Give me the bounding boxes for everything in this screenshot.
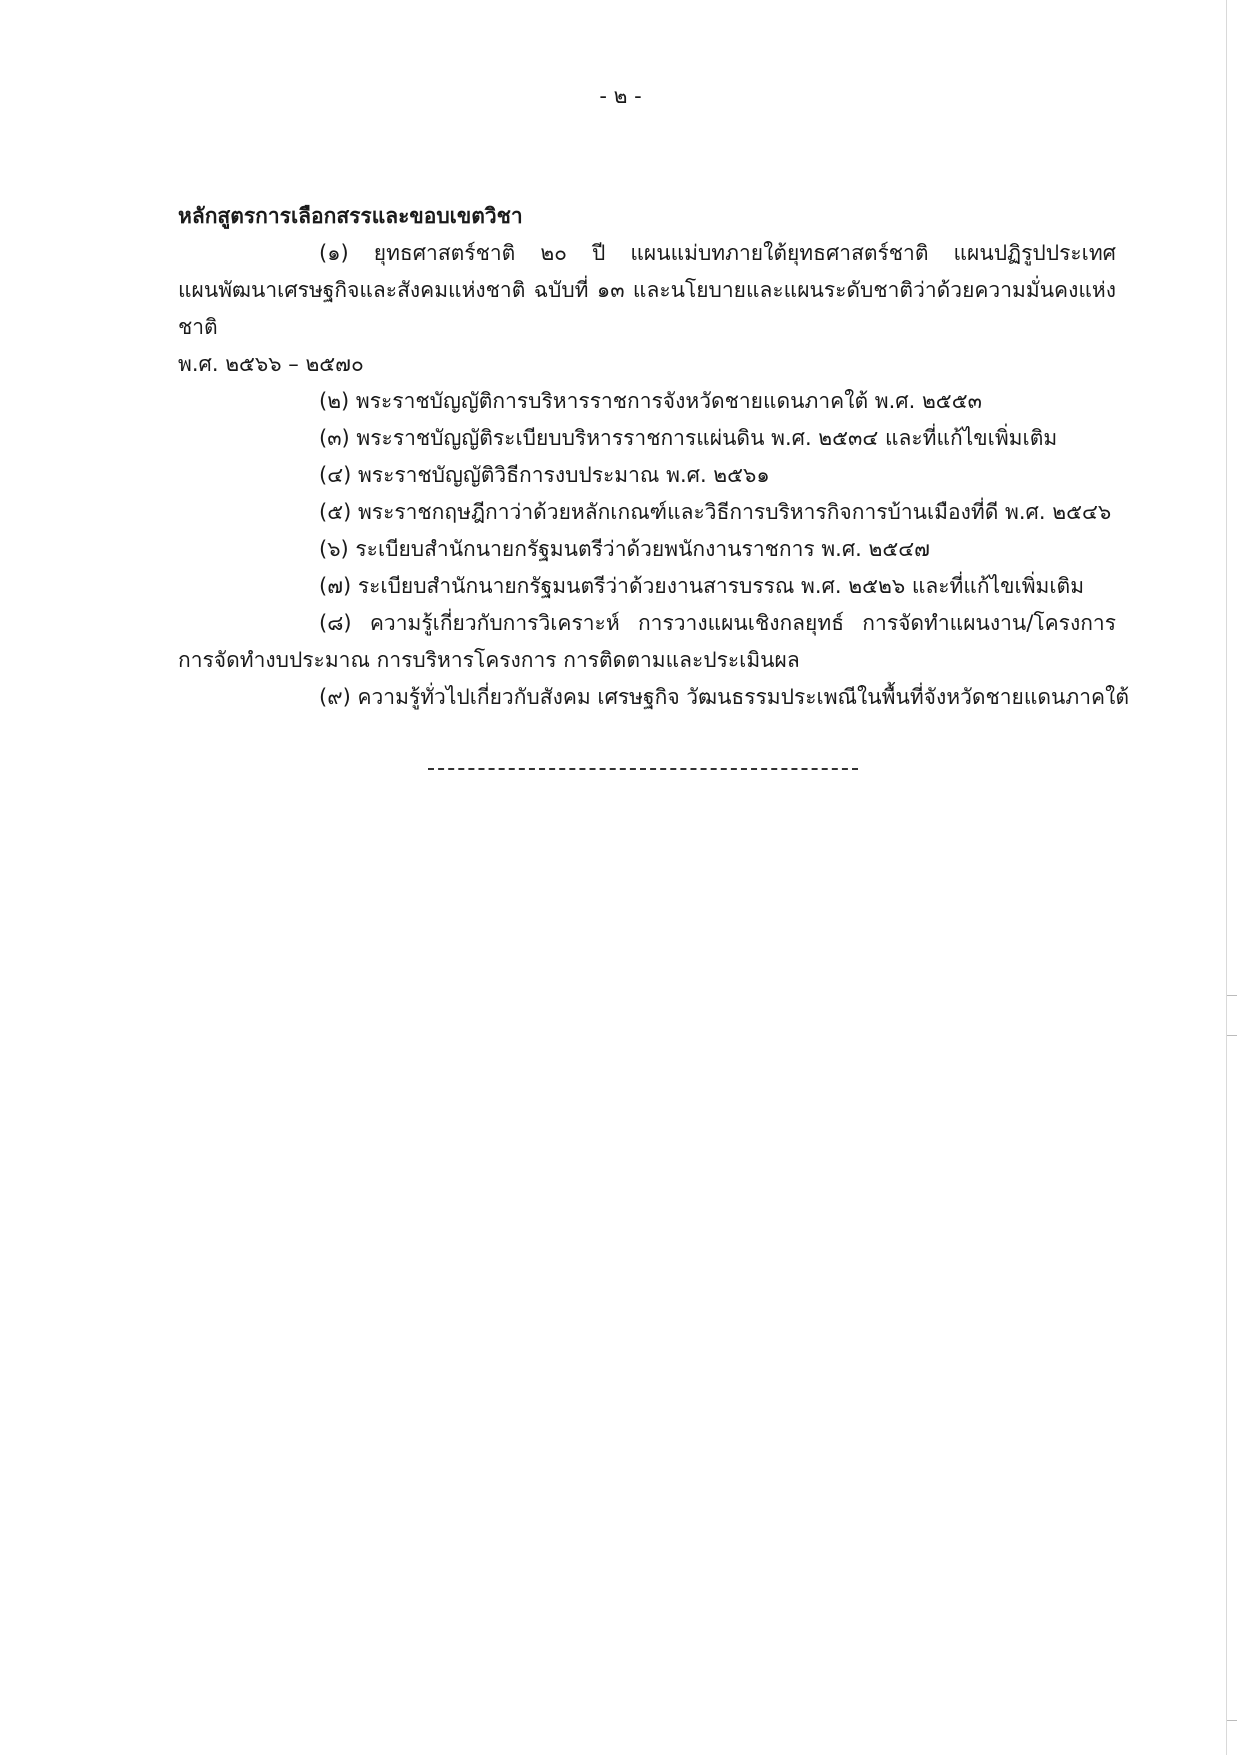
- list-item-line: การจัดทำงบประมาณ การบริหารโครงการ การติดตามและประเมินผล: [178, 648, 800, 672]
- list-item: [178, 605, 1116, 679]
- end-of-section-divider: [428, 768, 858, 770]
- scan-edge-tick: [1227, 995, 1237, 996]
- list-item: (๓) พระราชบัญญัติระเบียบบริหารราชการแผ่นดิน พ.ศ. ๒๕๓๔ และที่แก้ไขเพิ่มเติม: [319, 426, 1058, 450]
- list-item: (๙) ความรู้ทั่วไปเกี่ยวกับสังคม เศรษฐกิจ วัฒนธรรมประเพณีในพื้นที่จังหวัดชายแดนภาคใต้: [319, 685, 1129, 709]
- list-item: (๖) ระเบียบสำนักนายกรัฐมนตรีว่าด้วยพนักงานราชการ พ.ศ. ๒๕๔๗: [319, 537, 930, 561]
- list-item-line: พ.ศ. ๒๕๖๖ – ๒๕๗๐: [178, 352, 364, 376]
- list-item: (๗) ระเบียบสำนักนายกรัฐมนตรีว่าด้วยงานสารบรรณ พ.ศ. ๒๕๒๖ และที่แก้ไขเพิ่มเติม: [319, 574, 1085, 598]
- list-item: (๕) พระราชกฤษฎีกาว่าด้วยหลักเกณฑ์และวิธีการบริหารกิจการบ้านเมืองที่ดี พ.ศ. ๒๕๔๖: [319, 500, 1112, 524]
- list-item-line: (๘) ความรู้เกี่ยวกับการวิเคราะห์ การวางแผนเชิงกลยุทธ์ การจัดทำแผนงาน/โครงการ: [319, 611, 1116, 635]
- document-body: [178, 198, 1129, 716]
- list-item: (๒) พระราชบัญญัติการบริหารราชการจังหวัดชายแดนภาคใต้ พ.ศ. ๒๕๕๓: [319, 389, 982, 413]
- scan-edge-tick: [1227, 1035, 1237, 1036]
- list-item-line: (๑) ยุทธศาสตร์ชาติ ๒๐ ปี แผนแม่บทภายใต้ยุทธศาสตร์ชาติ แผนปฏิรูปประเทศ: [319, 241, 1116, 265]
- section-heading: หลักสูตรการเลือกสรรและขอบเขตวิชา: [178, 204, 523, 228]
- list-item: (๔) พระราชบัญญัติวิธีการงบประมาณ พ.ศ. ๒๕๖๑: [319, 463, 770, 487]
- page-number: - ๒ -: [599, 84, 642, 108]
- list-item-line: แผนพัฒนาเศรษฐกิจและสังคมแห่งชาติ ฉบับที่ ๑๓ และนโยบายและแผนระดับชาติว่าด้วยความมั่นคงแห่งชาติ: [178, 278, 1116, 339]
- list-item: [178, 235, 1116, 383]
- scan-edge-line: [1226, 0, 1227, 1755]
- scan-edge-tick: [1227, 1720, 1237, 1721]
